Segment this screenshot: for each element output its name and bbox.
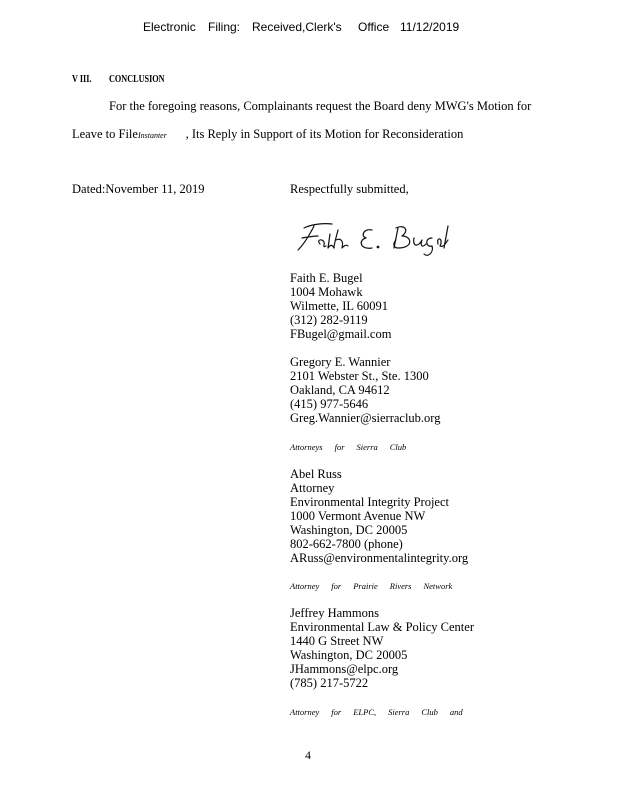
dated-value: November 11, 2019 (105, 182, 205, 196)
attestation-prairie-rivers (290, 581, 464, 591)
conclusion-line-2b: , Its Reply in Support of its Motion for Reconsideration (185, 127, 464, 141)
hammons-city: Washington, DC 20005 (290, 648, 408, 662)
attorney-block-hammons (290, 606, 474, 690)
conclusion-line-2a: Leave to File (72, 127, 138, 141)
attest-word: Rivers (389, 581, 412, 591)
russ-address: 1000 Vermont Avenue NW (290, 509, 426, 523)
bugel-address: 1004 Mohawk (290, 285, 363, 299)
bugel-phone: (312) 282-9119 (290, 313, 368, 327)
header-received-clerks: Received,Clerk's (252, 20, 342, 34)
wannier-address: 2101 Webster St., Ste. 1300 (290, 369, 429, 383)
section-title: CONCLUSION (109, 74, 165, 85)
attest-word: Network (423, 581, 453, 591)
header-electronic: Electronic (143, 20, 196, 34)
bugel-city: Wilmette, IL 60091 (290, 299, 388, 313)
hammons-org: Environmental Law & Policy Center (290, 620, 474, 634)
russ-city: Washington, DC 20005 (290, 523, 408, 537)
signature-image (292, 218, 457, 258)
bugel-email: FBugel@gmail.com (290, 327, 392, 341)
attest-word: for (331, 581, 342, 591)
conclusion-line-1a: For the foregoing reasons, Complainants (109, 99, 313, 113)
instanter-word: Instanter (137, 131, 167, 140)
attorney-block-bugel (290, 271, 391, 341)
hammons-email: JHammons@elpc.org (290, 662, 399, 676)
conclusion-line-1c: Motion for (476, 99, 532, 113)
section-number: V III. (72, 74, 92, 85)
wannier-city: Oakland, CA 94612 (290, 383, 390, 397)
respectfully-submitted: Respectfully submitted, (290, 182, 409, 196)
hammons-address: 1440 G Street NW (290, 634, 384, 648)
attestation-sierra-club (290, 442, 418, 452)
attest-word: Club (389, 442, 407, 452)
attest-word: for (331, 707, 342, 717)
russ-title: Attorney (290, 481, 335, 495)
conclusion-line-1b: request the Board deny MWG's (315, 99, 474, 113)
russ-phone: 802-662-7800 (phone) (290, 537, 403, 551)
attorney-block-wannier (290, 355, 441, 425)
wannier-phone: (415) 977-5646 (290, 397, 369, 411)
hammons-name: Jeffrey Hammons (290, 606, 379, 620)
hammons-phone: (785) 217-5722 (290, 676, 369, 690)
page-number: 4 (305, 748, 311, 762)
dated-line (72, 182, 205, 197)
attorney-block-russ (290, 467, 468, 565)
attest-word: Attorney (290, 707, 320, 717)
bugel-name: Faith E. Bugel (290, 271, 363, 285)
wannier-email: Greg.Wannier@sierraclub.org (290, 411, 441, 425)
attest-word: Sierra (388, 707, 410, 717)
attest-word: Attorneys (290, 442, 323, 452)
attest-word: Sierra (356, 442, 378, 452)
attest-word: Attorney (290, 581, 320, 591)
attestation-elpc (290, 707, 475, 717)
attest-word: for (334, 442, 345, 452)
conclusion-line-2 (72, 127, 463, 142)
dated-label: Dated: (72, 182, 106, 196)
header-date: 11/12/2019 (400, 20, 460, 34)
header-office: Office (358, 20, 390, 34)
russ-name: Abel Russ (290, 467, 342, 481)
wannier-name: Gregory E. Wannier (290, 355, 391, 369)
attest-word: ELPC, (353, 707, 377, 717)
header-filing: Filing: (208, 20, 241, 34)
attest-word: Prairie (353, 581, 378, 591)
russ-email: ARuss@environmentalintegrity.org (290, 551, 469, 565)
attest-word: Club (421, 707, 438, 717)
attest-word: and (449, 707, 463, 717)
conclusion-line-1 (109, 99, 531, 114)
russ-org: Environmental Integrity Project (290, 495, 449, 509)
